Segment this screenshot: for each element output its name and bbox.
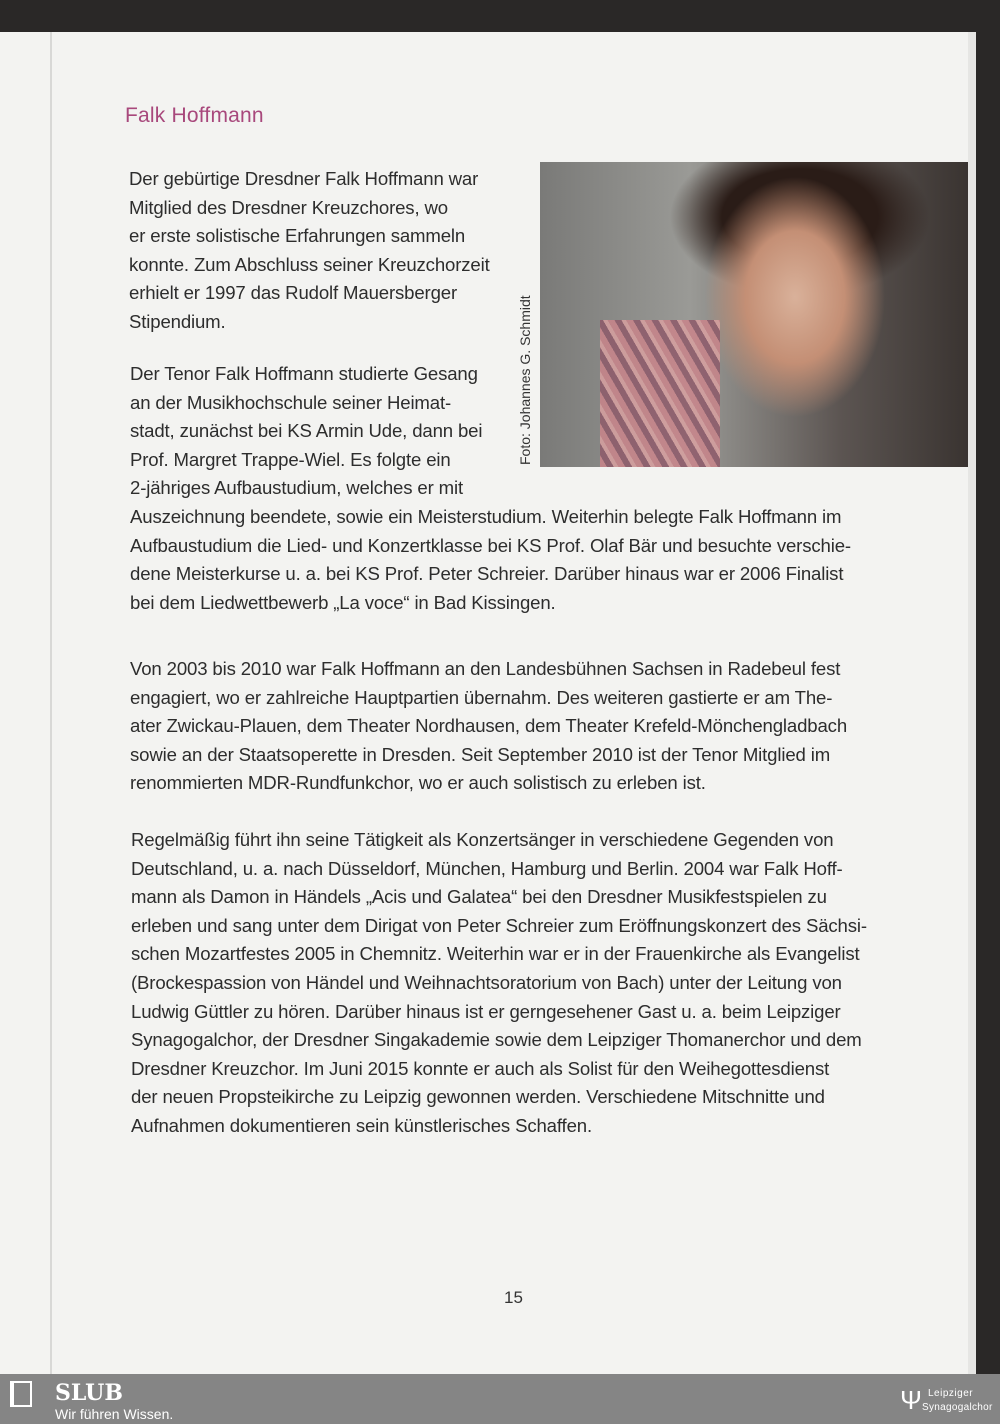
text-line: an der Musikhochschule seiner Heimat- (130, 391, 452, 413)
text-line: Mitglied des Dresdner Kreuzchores, wo (129, 196, 448, 218)
text-line: Stipendium. (129, 311, 226, 332)
text-line: der neuen Propsteikirche zu Leipzig gewonnen werden. Verschiedene Mitschnitte und (131, 1086, 825, 1108)
text-line: Auszeichnung beendete, sowie ein Meisterstudium. Weiterhin belegte Falk Hoffmann im (130, 506, 842, 527)
text-line: Prof. Margret Trappe-Wiel. Es folgte ein (130, 448, 451, 470)
choir-logo-line1: Leipziger (928, 1388, 974, 1399)
text-line: engagiert, wo er zahlreiche Hauptpartien übernahm. Des weiteren gastierte er am The- (130, 686, 833, 708)
text-line: Regelmäßig führt ihn seine Tätigkeit als Konzertsänger in verschiedene Gegenden von (131, 829, 834, 850)
text-line: renommierten MDR-Rundfunkchor, wo er auch solistisch zu erleben ist. (130, 772, 706, 794)
text-line: Der Tenor Falk Hoffmann studierte Gesang (130, 363, 478, 384)
text-line: Aufbaustudium die Lied- und Konzertklasse bei KS Prof. Olaf Bär und besuchte verschie- (130, 534, 851, 556)
page-edge (968, 32, 976, 1374)
text-line: stadt, zunächst bei KS Armin Ude, dann bei (130, 420, 483, 442)
text-line: er erste solistische Erfahrungen sammeln (129, 225, 466, 247)
text-line: Von 2003 bis 2010 war Falk Hoffmann an den Landesbühnen Sachsen in Radebeul fest (130, 658, 841, 679)
photo-credit: Foto: Johannes G. Schmidt (517, 295, 533, 465)
text-line: erhielt er 1997 das Rudolf Mauersberger (129, 282, 457, 304)
slub-tagline: Wir führen Wissen. (55, 1406, 174, 1422)
text-line: mann als Damon in Händels „Acis und Galatea“ bei den Dresdner Musikfestspielen zu (131, 886, 827, 908)
binding-fold (50, 32, 52, 1374)
text-line: konnte. Zum Abschluss seiner Kreuzchorzeit (129, 253, 490, 275)
menorah-icon: Ψ (900, 1385, 922, 1415)
portrait-scarf (600, 320, 720, 467)
text-line: Synagogalchor, der Dresdner Singakademie sowie dem Leipziger Thomanerchor und dem (131, 1029, 862, 1051)
section-title: Falk Hoffmann (125, 104, 264, 127)
text-line: Der gebürtige Dresdner Falk Hoffmann war (129, 168, 479, 189)
text-line: Deutschland, u. a. nach Düsseldorf, München, Hamburg und Berlin. 2004 war Falk Hoff- (131, 857, 843, 879)
text-line: dene Meisterkurse u. a. bei KS Prof. Peter Schreier. Darüber hinaus war er 2006 Finalist (130, 563, 844, 585)
text-line: schen Mozartfestes 2005 in Chemnitz. Weiterhin war er in der Frauenkirche als Evangelist (131, 943, 860, 965)
text-line: sowie an der Staatsoperette in Dresden. Seit September 2010 ist der Tenor Mitglied im (130, 743, 831, 765)
text-line: 2-jähriges Aufbaustudium, welches er mit (130, 477, 463, 499)
text-line: Aufnahmen dokumentieren sein künstlerisches Schaffen. (131, 1115, 592, 1136)
text-line: ater Zwickau-Plauen, dem Theater Nordhausen, dem Theater Krefeld-Mönchengladbach (130, 715, 848, 737)
text-line: erleben und sang unter dem Dirigat von Peter Schreier zum Eröffnungskonzert des Sächsi- (131, 914, 867, 936)
choir-logo-line2: Synagogalchor (922, 1402, 993, 1413)
text-line: (Brockespassion von Händel und Weihnachtsoratorium von Bach) unter der Leitung von (131, 972, 842, 993)
slub-logo-text[interactable]: SLUB (55, 1380, 123, 1406)
text-line: Dresdner Kreuzchor. Im Juni 2015 konnte er auch als Solist für den Weihegottesdienst (131, 1057, 830, 1079)
slub-logo-icon (10, 1381, 32, 1407)
text-line: bei dem Liedwettbewerb „La voce“ in Bad Kissingen. (130, 591, 556, 613)
page-number: 15 (504, 1288, 523, 1307)
text-line: Ludwig Güttler zu hören. Darüber hinaus ist er gerngesehener Gast u. a. beim Leipziger (131, 1000, 841, 1022)
footer-bar (0, 1374, 1000, 1424)
